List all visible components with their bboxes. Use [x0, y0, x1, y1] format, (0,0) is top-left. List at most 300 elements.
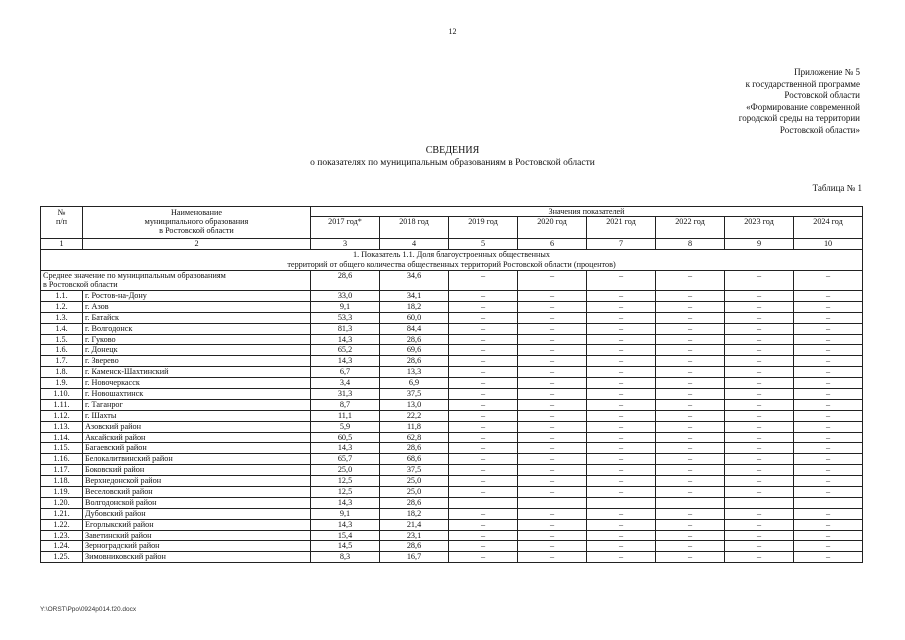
value-cell: –: [656, 399, 725, 410]
row-number: 1.11.: [41, 399, 83, 410]
page-number: 12: [448, 27, 457, 36]
value-cell: –: [656, 410, 725, 421]
value-cell: –: [725, 334, 794, 345]
row-number: 1.19.: [41, 487, 83, 498]
value-2017: 53,3: [311, 312, 380, 323]
appendix-line: к государственной программе: [745, 78, 860, 89]
municipality-name: г. Гуково: [83, 334, 311, 345]
value-cell: –: [725, 323, 794, 334]
average-row: [41, 271, 863, 291]
value-cell: –: [449, 378, 518, 389]
value-cell: –: [587, 443, 656, 454]
value-2018: 18,2: [380, 508, 449, 519]
value-cell: [794, 497, 863, 508]
value-cell: –: [587, 410, 656, 421]
value-cell: –: [518, 476, 587, 487]
table-row: [41, 443, 863, 454]
value-cell: –: [794, 443, 863, 454]
value-cell: –: [794, 552, 863, 563]
row-number: 1.15.: [41, 443, 83, 454]
row-number: 1.4.: [41, 323, 83, 334]
value-cell: [587, 497, 656, 508]
value-cell: –: [587, 378, 656, 389]
value-cell: –: [794, 291, 863, 302]
value-cell: –: [656, 487, 725, 498]
value-cell: –: [449, 530, 518, 541]
value-2017: 11,1: [311, 410, 380, 421]
value-cell: –: [794, 323, 863, 334]
municipality-name: г. Новошахтинск: [83, 389, 311, 400]
value-cell: –: [449, 443, 518, 454]
value-cell: –: [794, 301, 863, 312]
value-cell: –: [794, 432, 863, 443]
value-cell: –: [449, 432, 518, 443]
value-cell: –: [656, 389, 725, 400]
value-cell: –: [794, 530, 863, 541]
value-cell: –: [587, 530, 656, 541]
value-cell: –: [794, 399, 863, 410]
column-index: 8: [656, 239, 725, 250]
header-values-group: Значения показателей: [311, 207, 863, 217]
table-row: [41, 508, 863, 519]
municipality-name: Волгодонской район: [83, 497, 311, 508]
table-row: [41, 323, 863, 334]
table-row: [41, 367, 863, 378]
value-cell: –: [794, 519, 863, 530]
value-cell: [518, 497, 587, 508]
value-cell: –: [518, 399, 587, 410]
municipality-name: г. Ростов-на-Дону: [83, 291, 311, 302]
row-number: 1.18.: [41, 476, 83, 487]
value-2017: 81,3: [311, 323, 380, 334]
value-2017: 31,3: [311, 389, 380, 400]
table-row: [41, 421, 863, 432]
value-cell: –: [587, 454, 656, 465]
value-cell: –: [725, 356, 794, 367]
header-year: 2020 год: [518, 217, 587, 239]
value-2017: 5,9: [311, 421, 380, 432]
value-2018: 28,6: [380, 356, 449, 367]
value-2018: 62,8: [380, 432, 449, 443]
municipality-name: г. Шахты: [83, 410, 311, 421]
row-number: 1.25.: [41, 552, 83, 563]
value-cell: –: [725, 530, 794, 541]
table-row: [41, 454, 863, 465]
value-2017: 8,3: [311, 552, 380, 563]
value-cell: –: [656, 323, 725, 334]
table-header-row: [41, 207, 863, 217]
value-cell: –: [449, 454, 518, 465]
value-cell: –: [794, 476, 863, 487]
table-row: [41, 389, 863, 400]
value-cell: –: [518, 389, 587, 400]
value-cell: –: [518, 312, 587, 323]
row-number: 1.1.: [41, 291, 83, 302]
value-cell: –: [794, 334, 863, 345]
value-cell: –: [725, 291, 794, 302]
value-2018: 28,6: [380, 497, 449, 508]
table-row: [41, 487, 863, 498]
value-cell: –: [518, 508, 587, 519]
value-cell: –: [725, 443, 794, 454]
value-cell: –: [725, 421, 794, 432]
appendix-line: Ростовской области: [784, 90, 860, 100]
value-cell: –: [725, 432, 794, 443]
value-cell: –: [587, 345, 656, 356]
value-2018: 21,4: [380, 519, 449, 530]
value-cell: –: [587, 301, 656, 312]
value-cell: –: [587, 476, 656, 487]
value-2018: 37,5: [380, 389, 449, 400]
value-2017: 60,5: [311, 432, 380, 443]
average-value: –: [587, 271, 656, 291]
table-row: [41, 465, 863, 476]
value-2017: 14,3: [311, 334, 380, 345]
value-cell: –: [587, 487, 656, 498]
value-2017: 14,5: [311, 541, 380, 552]
municipality-name: Верхнедонской район: [83, 476, 311, 487]
column-index: 7: [587, 239, 656, 250]
value-cell: –: [725, 541, 794, 552]
value-cell: –: [449, 323, 518, 334]
value-cell: –: [518, 552, 587, 563]
municipality-name: Аксайский район: [83, 432, 311, 443]
value-cell: –: [656, 476, 725, 487]
value-cell: –: [656, 465, 725, 476]
column-index: 5: [449, 239, 518, 250]
municipality-name: г. Волгодонск: [83, 323, 311, 334]
average-value: –: [449, 271, 518, 291]
value-cell: –: [518, 465, 587, 476]
value-cell: –: [794, 356, 863, 367]
value-cell: –: [725, 487, 794, 498]
value-cell: –: [449, 301, 518, 312]
row-number: 1.14.: [41, 432, 83, 443]
table-row: [41, 552, 863, 563]
row-number: 1.2.: [41, 301, 83, 312]
value-cell: –: [518, 487, 587, 498]
value-cell: –: [794, 421, 863, 432]
value-cell: –: [518, 519, 587, 530]
section-title-row: [41, 250, 863, 271]
value-cell: –: [656, 508, 725, 519]
value-cell: –: [518, 541, 587, 552]
table-row: [41, 497, 863, 508]
value-cell: –: [656, 530, 725, 541]
value-2018: 13,3: [380, 367, 449, 378]
value-cell: –: [587, 519, 656, 530]
value-cell: –: [587, 541, 656, 552]
value-cell: –: [794, 345, 863, 356]
municipality-name: Егорлыкский район: [83, 519, 311, 530]
table-row: [41, 476, 863, 487]
value-2018: 28,6: [380, 443, 449, 454]
value-2018: 11,8: [380, 421, 449, 432]
value-cell: –: [794, 389, 863, 400]
value-cell: –: [587, 389, 656, 400]
municipality-name: Багаевский район: [83, 443, 311, 454]
header-year: 2022 год: [656, 217, 725, 239]
value-2017: 14,3: [311, 443, 380, 454]
municipality-name: г. Азов: [83, 301, 311, 312]
row-number: 1.13.: [41, 421, 83, 432]
row-number: 1.7.: [41, 356, 83, 367]
row-number: 1.8.: [41, 367, 83, 378]
row-number: 1.16.: [41, 454, 83, 465]
municipality-name: Белокалитвинский район: [83, 454, 311, 465]
table-row: [41, 519, 863, 530]
header-num: № п/п: [41, 207, 83, 239]
value-cell: –: [587, 367, 656, 378]
value-2017: 14,3: [311, 356, 380, 367]
value-cell: –: [449, 487, 518, 498]
value-cell: –: [656, 291, 725, 302]
value-cell: –: [794, 508, 863, 519]
value-cell: –: [587, 421, 656, 432]
row-number: 1.6.: [41, 345, 83, 356]
header-year: 2017 год*: [311, 217, 380, 239]
document-heading: [0, 145, 905, 169]
header-year: 2023 год: [725, 217, 794, 239]
value-2017: 33,0: [311, 291, 380, 302]
municipality-name: Дубовский район: [83, 508, 311, 519]
table-row: [41, 312, 863, 323]
row-number: 1.5.: [41, 334, 83, 345]
value-2018: 28,6: [380, 541, 449, 552]
value-cell: –: [518, 530, 587, 541]
value-cell: –: [587, 356, 656, 367]
value-cell: –: [794, 378, 863, 389]
value-2018: 23,1: [380, 530, 449, 541]
value-cell: –: [656, 345, 725, 356]
column-index: 4: [380, 239, 449, 250]
value-2018: 68,6: [380, 454, 449, 465]
municipality-name: Зерноградский район: [83, 541, 311, 552]
value-cell: –: [449, 312, 518, 323]
municipality-name: г. Таганрог: [83, 399, 311, 410]
value-2018: 37,5: [380, 465, 449, 476]
value-cell: –: [518, 378, 587, 389]
column-index: 2: [83, 239, 311, 250]
value-cell: –: [656, 443, 725, 454]
value-2017: 14,3: [311, 519, 380, 530]
value-cell: –: [794, 454, 863, 465]
value-cell: –: [656, 454, 725, 465]
value-cell: –: [725, 476, 794, 487]
municipality-name: г. Зверево: [83, 356, 311, 367]
header-name: Наименование муниципального образования в Ростовской области: [83, 207, 311, 239]
average-value: –: [656, 271, 725, 291]
table-row: [41, 291, 863, 302]
table-row: [41, 530, 863, 541]
value-cell: –: [794, 410, 863, 421]
value-2018: 13,0: [380, 399, 449, 410]
value-cell: –: [449, 476, 518, 487]
value-cell: –: [725, 389, 794, 400]
value-cell: –: [518, 301, 587, 312]
value-cell: [449, 497, 518, 508]
average-value: –: [794, 271, 863, 291]
value-cell: –: [656, 301, 725, 312]
appendix-note: [690, 67, 860, 136]
value-cell: –: [518, 454, 587, 465]
value-cell: –: [794, 487, 863, 498]
table-row: [41, 301, 863, 312]
header-year: 2024 год: [794, 217, 863, 239]
value-cell: –: [518, 291, 587, 302]
value-cell: [725, 497, 794, 508]
value-cell: –: [587, 291, 656, 302]
header-year: 2019 год: [449, 217, 518, 239]
value-2018: 6,9: [380, 378, 449, 389]
value-cell: –: [449, 541, 518, 552]
value-2018: 25,0: [380, 476, 449, 487]
value-2017: 12,5: [311, 476, 380, 487]
value-cell: –: [725, 312, 794, 323]
value-cell: –: [725, 378, 794, 389]
municipality-name: г. Новочеркасск: [83, 378, 311, 389]
indicators-table: [40, 206, 863, 563]
appendix-line: городской среды на территории: [738, 113, 860, 123]
municipality-name: Заветинский район: [83, 530, 311, 541]
value-cell: –: [725, 454, 794, 465]
value-cell: –: [449, 465, 518, 476]
value-cell: –: [449, 508, 518, 519]
column-index: 1: [41, 239, 83, 250]
table-row: [41, 345, 863, 356]
column-index: 3: [311, 239, 380, 250]
value-cell: –: [449, 345, 518, 356]
value-2017: 14,3: [311, 497, 380, 508]
table-row: [41, 541, 863, 552]
document-subtitle: о показателях по муниципальным образованиям в Ростовской области: [310, 158, 595, 168]
value-2017: 9,1: [311, 301, 380, 312]
value-cell: –: [518, 443, 587, 454]
value-cell: –: [725, 552, 794, 563]
value-cell: –: [794, 367, 863, 378]
value-2018: 34,1: [380, 291, 449, 302]
value-cell: –: [587, 465, 656, 476]
value-cell: –: [449, 367, 518, 378]
table-row: [41, 356, 863, 367]
value-2018: 84,4: [380, 323, 449, 334]
municipality-name: Боковский район: [83, 465, 311, 476]
column-index: 9: [725, 239, 794, 250]
value-2018: 22,2: [380, 410, 449, 421]
value-cell: –: [656, 552, 725, 563]
value-cell: –: [518, 367, 587, 378]
value-cell: –: [656, 334, 725, 345]
value-cell: –: [449, 519, 518, 530]
value-2017: 8,7: [311, 399, 380, 410]
municipality-name: Зимовниковский район: [83, 552, 311, 563]
row-number: 1.3.: [41, 312, 83, 323]
value-cell: –: [449, 399, 518, 410]
value-cell: –: [656, 541, 725, 552]
appendix-line: «Формирование современной: [746, 101, 860, 112]
row-number: 1.20.: [41, 497, 83, 508]
value-2017: 3,4: [311, 378, 380, 389]
value-2018: 28,6: [380, 334, 449, 345]
value-cell: –: [725, 301, 794, 312]
table-label: Таблица № 1: [812, 183, 862, 193]
value-cell: –: [725, 410, 794, 421]
value-2017: 25,0: [311, 465, 380, 476]
value-cell: –: [725, 399, 794, 410]
value-2017: 9,1: [311, 508, 380, 519]
average-label: Среднее значение по муниципальным образованиям в Ростовской области: [41, 271, 311, 291]
value-cell: [656, 497, 725, 508]
average-value: –: [518, 271, 587, 291]
value-2017: 15,4: [311, 530, 380, 541]
value-cell: –: [656, 356, 725, 367]
municipality-name: г. Каменск-Шахтинский: [83, 367, 311, 378]
value-2017: 65,7: [311, 454, 380, 465]
header-year: 2021 год: [587, 217, 656, 239]
average-value: 34,6: [380, 271, 449, 291]
table-row: [41, 334, 863, 345]
value-cell: –: [587, 312, 656, 323]
municipality-name: г. Батайск: [83, 312, 311, 323]
value-cell: –: [449, 291, 518, 302]
value-cell: –: [518, 356, 587, 367]
row-number: 1.10.: [41, 389, 83, 400]
row-number: 1.23.: [41, 530, 83, 541]
row-number: 1.24.: [41, 541, 83, 552]
value-cell: –: [725, 465, 794, 476]
row-number: 1.9.: [41, 378, 83, 389]
value-2018: 25,0: [380, 487, 449, 498]
value-cell: –: [725, 345, 794, 356]
value-2017: 6,7: [311, 367, 380, 378]
value-cell: –: [518, 334, 587, 345]
appendix-line: Ростовской области»: [779, 124, 860, 135]
document-title: СВЕДЕНИЯ: [425, 145, 480, 156]
row-number: 1.22.: [41, 519, 83, 530]
section-title: 1. Показатель 1.1. Доля благоустроенных общественных территорий от общего количества общественных территорий Ростовской области (процентов): [41, 250, 863, 271]
value-cell: –: [449, 356, 518, 367]
value-cell: –: [656, 367, 725, 378]
value-2017: 65,2: [311, 345, 380, 356]
value-2018: 16,7: [380, 552, 449, 563]
value-2018: 69,6: [380, 345, 449, 356]
value-cell: –: [587, 432, 656, 443]
average-value: –: [725, 271, 794, 291]
value-cell: –: [587, 552, 656, 563]
table-row: [41, 410, 863, 421]
value-cell: –: [518, 410, 587, 421]
average-value: 28,6: [311, 271, 380, 291]
row-number: 1.21.: [41, 508, 83, 519]
column-index: 10: [794, 239, 863, 250]
value-cell: –: [725, 367, 794, 378]
appendix-line: Приложение № 5: [794, 67, 860, 77]
value-cell: –: [587, 323, 656, 334]
table-row: [41, 432, 863, 443]
value-cell: –: [656, 421, 725, 432]
value-cell: –: [449, 334, 518, 345]
value-cell: –: [656, 378, 725, 389]
value-cell: –: [449, 389, 518, 400]
value-2017: 12,5: [311, 487, 380, 498]
file-path: Y:\ORST\Ppo\0924p014.f20.docx: [40, 606, 137, 613]
municipality-name: г. Донецк: [83, 345, 311, 356]
table-row: [41, 399, 863, 410]
table-row: [41, 378, 863, 389]
value-cell: –: [725, 519, 794, 530]
value-cell: –: [518, 345, 587, 356]
column-index: 6: [518, 239, 587, 250]
